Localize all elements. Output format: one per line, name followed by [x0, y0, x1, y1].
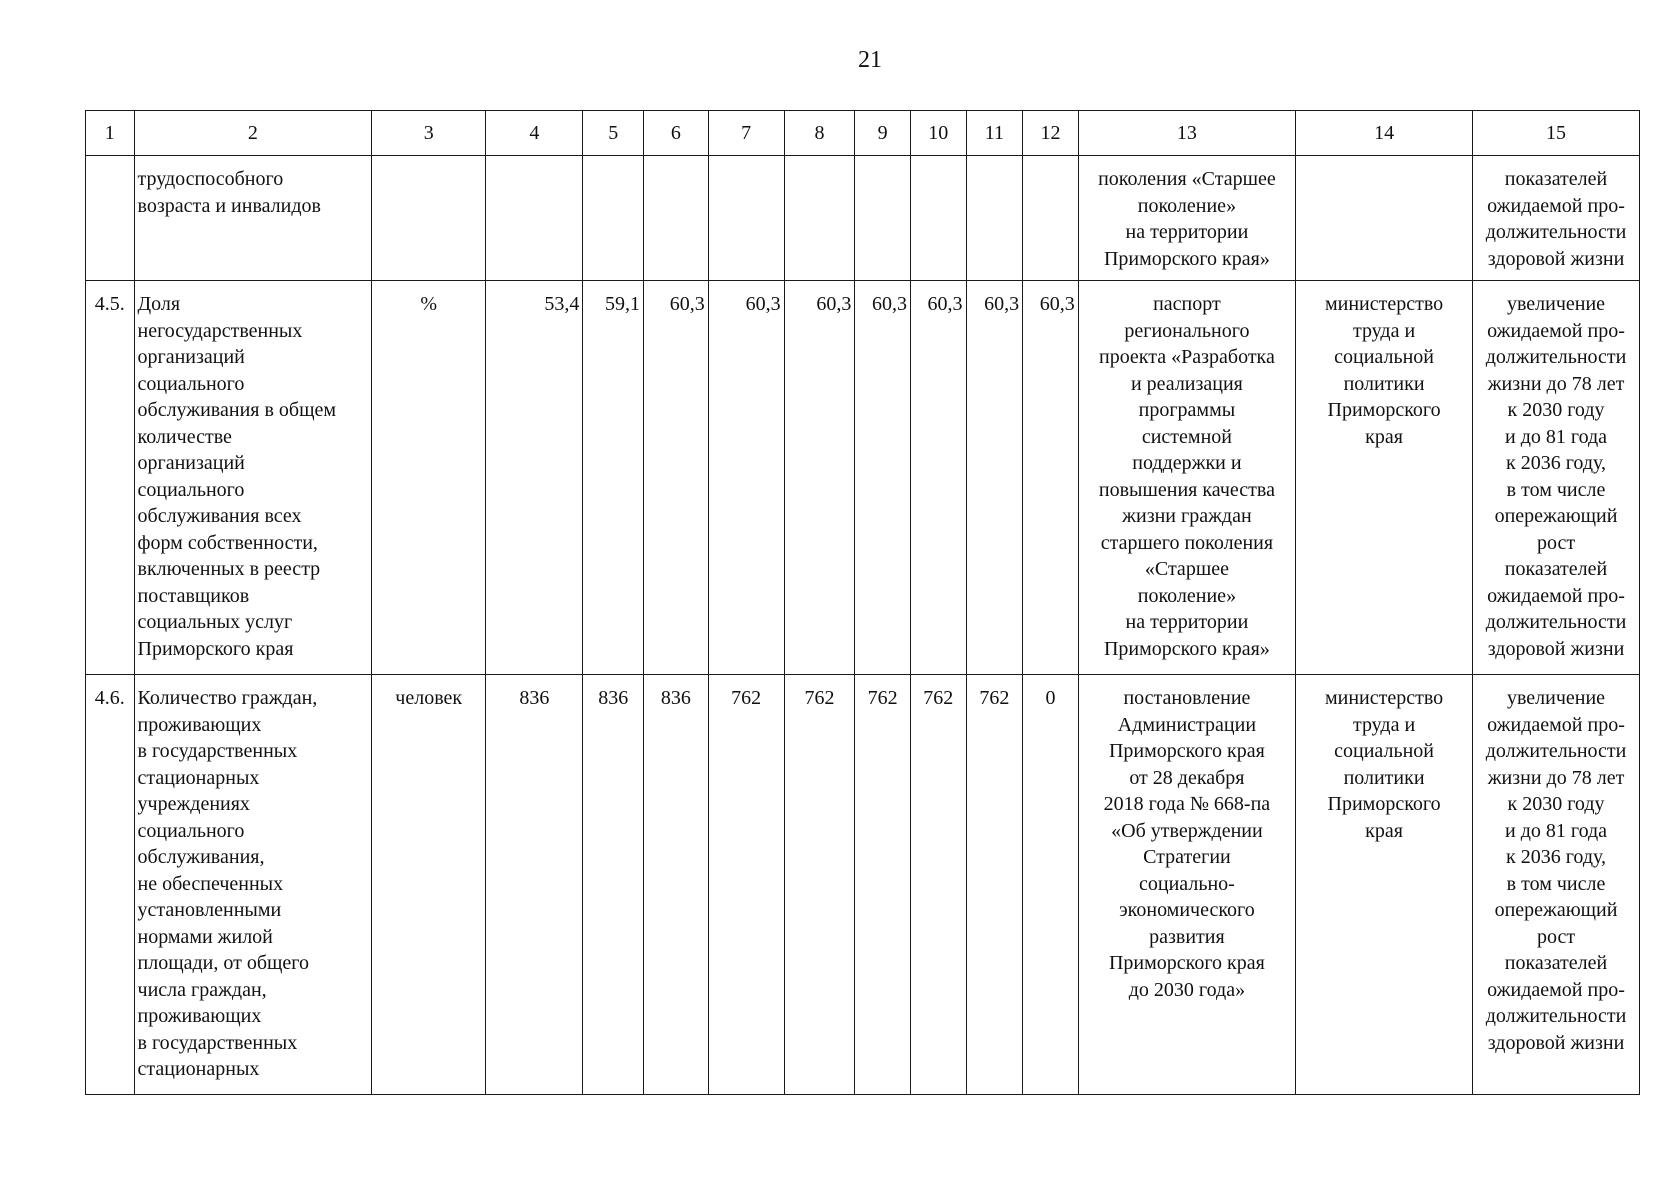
value-cell: 0 [1023, 675, 1079, 1095]
value-cell [910, 156, 966, 281]
header-col-1: 1 [86, 111, 135, 156]
value-cell: 60,3 [910, 281, 966, 675]
value-cell: 836 [486, 675, 583, 1095]
value-cell: 762 [855, 675, 911, 1095]
value-cell [583, 156, 644, 281]
value-cell: 836 [644, 675, 709, 1095]
goal-cell: увеличение ожидаемой про- должительности жизни до 78 лет к 2030 году и до 81 года к 2036 году, в том числе опережающий рост показателей ожидаемой про- должительности здоровой жизни [1473, 281, 1640, 675]
indicators-table [85, 110, 1640, 1095]
goal-cell: показателей ожидаемой про- должительности здоровой жизни [1473, 156, 1640, 281]
responsible-body: министерство труда и социальной политики Приморского края [1296, 675, 1473, 1095]
table-row-4-6 [86, 675, 1640, 1095]
value-cell: 60,3 [708, 281, 784, 675]
table-row-continuation [86, 156, 1640, 281]
row-number: 4.6. [86, 675, 135, 1095]
source-document: поколения «Старшее поколение» на территории Приморского края» [1078, 156, 1295, 281]
header-col-12: 12 [1023, 111, 1079, 156]
header-col-14: 14 [1296, 111, 1473, 156]
header-col-8: 8 [784, 111, 855, 156]
value-cell [644, 156, 709, 281]
table-row-4-5 [86, 281, 1640, 675]
header-col-10: 10 [910, 111, 966, 156]
header-col-4: 4 [486, 111, 583, 156]
header-col-15: 15 [1473, 111, 1640, 156]
header-row [86, 111, 1640, 156]
unit-cell: % [372, 281, 486, 675]
header-col-2: 2 [134, 111, 372, 156]
header-col-5: 5 [583, 111, 644, 156]
header-col-3: 3 [372, 111, 486, 156]
unit-cell: человек [372, 675, 486, 1095]
responsible-body [1296, 156, 1473, 281]
header-col-6: 6 [644, 111, 709, 156]
page-number: 21 [858, 47, 882, 73]
source-document: постановление Администрации Приморского края от 28 декабря 2018 года № 668-па «Об утверждении Стратегии социально- экономического развития Приморского края до 2030 года» [1078, 675, 1295, 1095]
goal-cell: увеличение ожидаемой про- должительности жизни до 78 лет к 2030 году и до 81 года к 2036 году, в том числе опережающий рост показателей ожидаемой про- должительности здоровой жизни [1473, 675, 1640, 1095]
value-cell: 60,3 [644, 281, 709, 675]
indicator-name: трудоспособного возраста и инвалидов [134, 156, 372, 281]
value-cell: 60,3 [966, 281, 1023, 675]
value-cell: 60,3 [1023, 281, 1079, 675]
row-number [86, 156, 135, 281]
value-cell: 836 [583, 675, 644, 1095]
value-cell: 60,3 [784, 281, 855, 675]
value-cell [855, 156, 911, 281]
value-cell: 762 [966, 675, 1023, 1095]
header-col-11: 11 [966, 111, 1023, 156]
value-cell: 762 [708, 675, 784, 1095]
value-cell [784, 156, 855, 281]
unit-cell [372, 156, 486, 281]
indicator-name: Доля негосударственных организаций социального обслуживания в общем количестве организаций социального обслуживания всех форм собственности, включенных в реестр поставщиков социальных услуг Приморского края [134, 281, 372, 675]
value-cell [1023, 156, 1079, 281]
responsible-body: министерство труда и социальной политики Приморского края [1296, 281, 1473, 675]
value-cell [708, 156, 784, 281]
indicator-name: Количество граждан, проживающих в государственных стационарных учреждениях социального обслуживания, не обеспеченных установленными нормами жилой площади, от общего числа граждан, проживающих в государственных стационарных [134, 675, 372, 1095]
value-cell: 59,1 [583, 281, 644, 675]
value-cell [486, 156, 583, 281]
source-document: паспорт регионального проекта «Разработка и реализация программы системной поддержки и повышения качества жизни граждан старшего поколения «Старшее поколение» на территории Приморского края» [1078, 281, 1295, 675]
value-cell: 60,3 [855, 281, 911, 675]
value-cell: 53,4 [486, 281, 583, 675]
header-col-7: 7 [708, 111, 784, 156]
value-cell: 762 [784, 675, 855, 1095]
value-cell [966, 156, 1023, 281]
row-number: 4.5. [86, 281, 135, 675]
header-col-13: 13 [1078, 111, 1295, 156]
value-cell: 762 [910, 675, 966, 1095]
header-col-9: 9 [855, 111, 911, 156]
